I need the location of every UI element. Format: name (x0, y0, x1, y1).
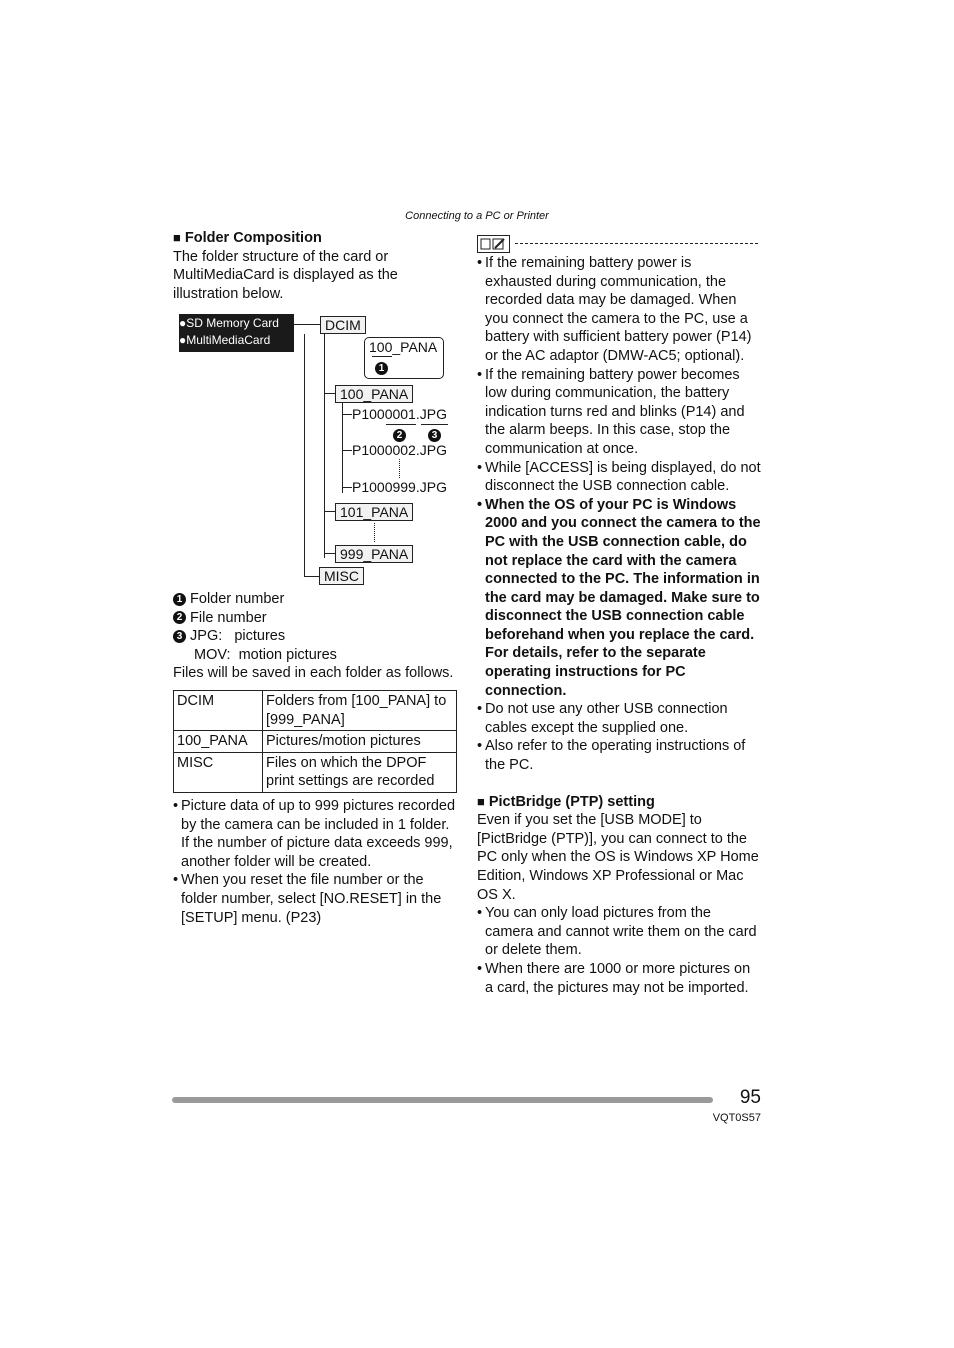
tree-trunk-line (304, 334, 305, 576)
list-item: • When there are 1000 or more pictures on a card, the pictures may not be imported. (477, 960, 761, 997)
table-cell-desc: Pictures/motion pictures (263, 731, 457, 753)
folder-dcim: DCIM (320, 316, 366, 334)
legend-block (173, 590, 463, 683)
connector-line (294, 324, 320, 325)
legend-item: 2 File number (173, 609, 463, 628)
right-column (477, 254, 761, 997)
ellipsis-dots (399, 459, 400, 478)
pictbridge-text: Even if you set the [USB MODE] to [PictBridge (PTP)], you can connect to the PC only when the OS is Windows XP Home Edition, Windows XP Professional or Mac OS X. (477, 812, 759, 903)
branch-file2 (342, 450, 352, 451)
marker-2-icon: 2 (393, 427, 406, 445)
table-cell-folder: MISC (174, 752, 263, 792)
media-item: ●SD Memory Card (179, 316, 279, 330)
intro-text: The folder structure of the card or MultiMediaCard is displayed as the illustration below. (173, 248, 398, 302)
file-branch-line (342, 403, 343, 493)
ellipsis-dots (374, 523, 375, 542)
page-number: 95 (739, 1087, 761, 1108)
list-item: • Also refer to the operating instructions of the PC. (477, 737, 761, 774)
note-dashed-rule (515, 243, 758, 244)
footer-bar (172, 1097, 713, 1103)
square-bullet-icon: ■ (173, 230, 181, 245)
media-label (179, 314, 294, 352)
file-number-bracket (386, 424, 416, 425)
table-row (174, 752, 457, 792)
table-row (174, 731, 457, 753)
folder-table (173, 690, 457, 793)
note-pencil-icon (477, 235, 510, 253)
marker-3-icon: 3 (428, 427, 441, 445)
section-title-pictbridge: ■ PictBridge (PTP) setting (477, 793, 655, 810)
saved-note: Files will be saved in each folder as follows. (173, 665, 454, 682)
table-cell-desc: Folders from [100_PANA] to [999_PANA] (263, 691, 457, 731)
warning-item: • When the OS of your PC is Windows 2000 and you connect the camera to the PC with the USB connection cable, do not replace the card with the camera connected to the PC. The information in the card may be damaged. Make sure to disconnect the USB connection cable beforehand when you replace the card. For details, refer to the separate operating instructions for PC connection. (477, 496, 761, 701)
legend-mov: MOV: motion pictures (194, 646, 337, 663)
dcim-branch-line (324, 334, 325, 558)
media-item: ●MultiMediaCard (179, 333, 271, 347)
file-p1000002: P1000002.JPG (352, 442, 447, 458)
branch-file1 (342, 414, 352, 415)
folder-100-pana: 100_PANA (335, 385, 413, 403)
table-cell-folder: DCIM (174, 691, 263, 731)
callout-underline (372, 356, 392, 357)
extension-bracket (421, 424, 448, 425)
legend-item: 3 JPG: pictures (173, 627, 463, 646)
left-column (173, 229, 463, 303)
table-row (174, 691, 457, 731)
folder-misc: MISC (319, 567, 364, 585)
running-header: Connecting to a PC or Printer (405, 210, 549, 222)
tree-branch-line (304, 576, 320, 577)
legend-item: 1 Folder number (173, 590, 463, 609)
file-p1000001: P1000001.JPG (352, 406, 447, 422)
list-item: • Picture data of up to 999 pictures recorded by the camera can be included in 1 folder. If the number of picture data exceeds 999, another folder will be created. (173, 797, 457, 871)
folder-999-pana: 999_PANA (335, 545, 413, 563)
file-p1000999: P1000999.JPG (352, 479, 447, 495)
branch-file3 (342, 487, 352, 488)
callout-folder-label: 100_PANA (369, 339, 438, 355)
square-bullet-icon: ■ (477, 793, 485, 809)
list-item: • Do not use any other USB connection cables except the supplied one. (477, 700, 761, 737)
folder-101-pana: 101_PANA (335, 503, 413, 521)
table-cell-desc: Files on which the DPOF print settings are recorded (263, 752, 457, 792)
left-bullets (173, 797, 457, 927)
list-item: • When you reset the file number or the folder number, select [NO.RESET] in the [SETUP] menu. (P23) (173, 871, 457, 927)
document-code: VQT0S57 (712, 1112, 761, 1124)
section-title-folder: ■ Folder Composition (173, 230, 322, 246)
marker-1-icon: 1 (375, 360, 388, 378)
list-item: • If the remaining battery power becomes low during communication, the battery indication turns red and blinks (P14) and the alarm beeps. In this case, stop the communication at once. (477, 366, 761, 459)
list-item: • While [ACCESS] is being displayed, do not disconnect the USB connection cable. (477, 459, 761, 496)
list-item: • You can only load pictures from the camera and cannot write them on the card or delete them. (477, 904, 761, 960)
table-cell-folder: 100_PANA (174, 731, 263, 753)
list-item: • If the remaining battery power is exhausted during communication, the recorded data may be damaged. When you connect the camera to the PC, use a battery with sufficient battery power (P14) or the AC adaptor (DMW-AC5; optional). (477, 254, 761, 366)
